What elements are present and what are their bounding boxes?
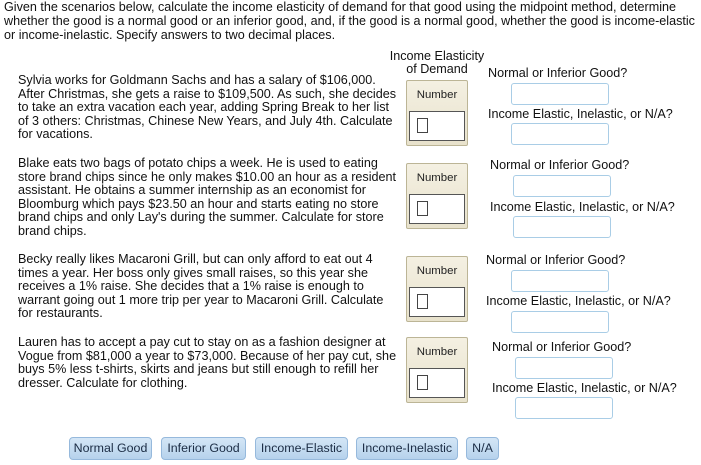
scenario-4-q2-label: Income Elastic, Inelastic, or N/A? [492,381,677,395]
scenario-3-q1-label: Normal or Inferior Good? [486,253,626,267]
scenario-3-number-panel [406,256,468,322]
scenario-1-number-input[interactable] [409,111,465,141]
number-label: Number [416,89,458,101]
scenario-4-normal-inferior-dropzone[interactable] [515,357,613,379]
scenario-2-normal-inferior-dropzone[interactable] [513,175,611,197]
scenario-2-text: Blake eats two bags of potato chips a week. He is used to eating store brand chips since he only makes $10.00 an hour as a resident assistant. He obtains a summer internship as an economist for Bloomburg which pays $23.50 an hour and starts eating no store brand chips and only Lay's during the summer. Calculate for store brand chips. [18,156,397,238]
column-header-line2: of Demand [406,62,468,76]
text-cursor-box [417,294,428,309]
text-cursor-box [417,201,428,216]
scenario-2-q1-label: Normal or Inferior Good? [490,158,630,172]
scenario-2-number-panel [406,163,468,229]
scenario-3-normal-inferior-dropzone[interactable] [511,270,609,292]
scenario-3-text: Becky really likes Macaroni Grill, but can only afford to eat out 4 times a year. Her boss only gives small raises, so this year she receives a 1% raise. She decides that a 1% raise is enough to warrant going out 1 more trip per year to Macaroni Grill. Calculate for restaurants. [18,252,384,320]
scenario-1-q2-label: Income Elastic, Inelastic, or N/A? [488,107,673,121]
scenario-1-elastic-dropzone[interactable] [511,123,609,145]
text-cursor-box [417,118,428,133]
column-header-line1: Income Elasticity [389,49,485,63]
number-label: Number [416,346,458,358]
chip-income-inelastic[interactable]: Income-Inelastic [356,437,458,460]
scenario-1-number-panel [406,80,468,146]
text-cursor-box [417,375,428,390]
chip-na[interactable]: N/A [466,437,499,460]
instructions-text: Given the scenarios below, calculate the income elasticity of demand for that good using the midpoint method, determine whether the good is a normal good or an inferior good, and, if the good is a normal good, whether the good is income-elastic or income-inelastic. Specify answers to two decimal places. [4,0,695,42]
chip-inferior-good[interactable]: Inferior Good [161,437,246,460]
scenario-4-q1-label: Normal or Inferior Good? [492,340,632,354]
scenario-2-q2-label: Income Elastic, Inelastic, or N/A? [490,200,675,214]
scenario-3-elastic-dropzone[interactable] [511,311,609,333]
scenario-4-elastic-dropzone[interactable] [515,397,613,419]
scenario-2-elastic-dropzone[interactable] [513,216,611,238]
scenario-1-q1-label: Normal or Inferior Good? [488,66,628,80]
scenario-4-text: Lauren has to accept a pay cut to stay on as a fashion designer at Vogue from $81,000 a year to $73,000. Because of her pay cut, she buys 5% less t-shirts, skirts and jeans but still enough to refill her dresser. Calculate for clothing. [18,335,397,390]
scenario-1-normal-inferior-dropzone[interactable] [511,83,609,105]
scenario-2-number-input[interactable] [409,194,465,224]
number-label: Number [416,265,458,277]
number-label: Number [416,172,458,184]
scenario-3-q2-label: Income Elastic, Inelastic, or N/A? [486,294,671,308]
scenario-4-number-panel [406,337,468,403]
scenario-4-number-input[interactable] [409,368,465,398]
chip-normal-good[interactable]: Normal Good [69,437,152,460]
scenario-1-text: Sylvia works for Goldmann Sachs and has a salary of $106,000. After Christmas, she gets a raise to $109,500. As such, she decides to take an extra vacation each year, adding Spring Break to her list of 3 others: Christmas, Chinese New Years, and July 4th. Calculate for vacations. [18,73,397,141]
column-header-income-elasticity [378,50,496,76]
chip-income-elastic[interactable]: Income-Elastic [255,437,348,460]
scenario-3-number-input[interactable] [409,287,465,317]
